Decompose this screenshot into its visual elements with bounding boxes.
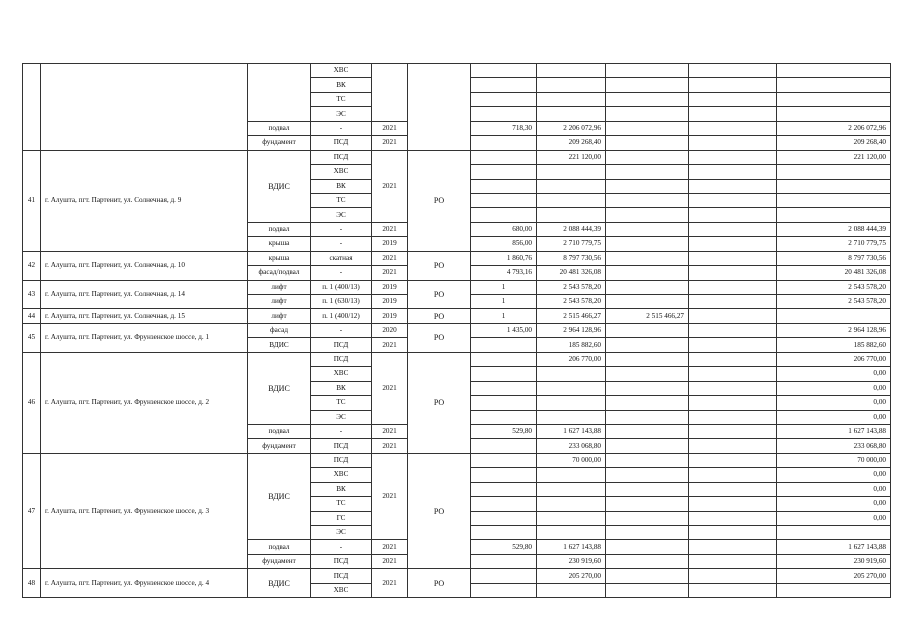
system-cell: ТС: [311, 193, 372, 207]
address-cell: г. Алушта, пгт. Партенит, ул. Фрунзенское шоссе, д. 2: [41, 352, 248, 453]
row-number-cell: 44: [23, 309, 41, 323]
year-cell: 2020: [372, 323, 408, 337]
cost-cell: 2 543 578,20: [537, 295, 606, 309]
year-cell: 2021: [372, 424, 408, 438]
system-cell: ВК: [311, 381, 372, 395]
system-cell: -: [311, 424, 372, 438]
total-cell: 0,00: [777, 468, 891, 482]
system-cell: ВК: [311, 78, 372, 92]
cost-cell: 8 797 730,56: [537, 251, 606, 265]
area-cell: 529,80: [471, 540, 537, 554]
row-number-cell: [23, 64, 41, 151]
row-number-cell: 45: [23, 323, 41, 352]
total-cell: 206 770,00: [777, 352, 891, 366]
table-row: [23, 323, 891, 337]
table-row: [23, 64, 891, 78]
total-cell: 230 919,60: [777, 554, 891, 568]
cost-cell: 206 770,00: [537, 352, 606, 366]
cost-cell: 1 627 143,88: [537, 424, 606, 438]
area-cell: 680,00: [471, 222, 537, 236]
total-cell: 0,00: [777, 482, 891, 496]
year-cell: 2021: [372, 439, 408, 453]
row-number-cell: 46: [23, 352, 41, 453]
work-type-cell: ВДИС: [248, 569, 311, 598]
year-cell: 2019: [372, 309, 408, 323]
cost-cell: 2 206 072,96: [537, 121, 606, 135]
total-cell: 2 206 072,96: [777, 121, 891, 135]
total-cell: 233 068,80: [777, 439, 891, 453]
col8-cell: [606, 64, 689, 78]
system-cell: ТС: [311, 497, 372, 511]
cost-cell: 230 919,60: [537, 554, 606, 568]
total-cell: 2 543 578,20: [777, 295, 891, 309]
year-cell: 2021: [372, 338, 408, 352]
total-cell: 8 797 730,56: [777, 251, 891, 265]
work-type-cell: фасад/подвал: [248, 266, 311, 280]
year-cell: 2021: [372, 540, 408, 554]
system-cell: -: [311, 323, 372, 337]
work-type-cell: ВДИС: [248, 453, 311, 540]
table-row: [23, 150, 891, 164]
system-cell: ЭС: [311, 208, 372, 222]
total-cell: 70 000,00: [777, 453, 891, 467]
cost-cell: 2 515 466,27: [537, 309, 606, 323]
cost-cell: 2 710 779,75: [537, 237, 606, 251]
total-cell: 2 543 578,20: [777, 280, 891, 294]
source-cell: РО: [408, 323, 471, 352]
work-type-cell: подвал: [248, 121, 311, 135]
work-type-cell: лифт: [248, 280, 311, 294]
system-cell: п. 1 (400/12): [311, 309, 372, 323]
table-row: [23, 280, 891, 294]
area-cell: 1: [471, 280, 537, 294]
system-cell: ПСД: [311, 554, 372, 568]
area-cell: 1 860,76: [471, 251, 537, 265]
area-cell: 856,00: [471, 237, 537, 251]
system-cell: ТС: [311, 396, 372, 410]
area-cell: 4 793,16: [471, 266, 537, 280]
year-cell: 2021: [372, 121, 408, 135]
address-cell: г. Алушта, пгт. Партенит, ул. Солнечная, д. 10: [41, 251, 248, 280]
work-type-cell: фундамент: [248, 439, 311, 453]
cost-cell: 209 268,40: [537, 136, 606, 150]
cost-cell: 2 964 128,96: [537, 323, 606, 337]
col9-cell: [689, 64, 777, 78]
source-cell: [408, 64, 471, 151]
cost-cell: 185 882,60: [537, 338, 606, 352]
address-cell: г. Алушта, пгт. Партенит, ул. Фрунзенское шоссе, д. 4: [41, 569, 248, 598]
year-cell: 2021: [372, 266, 408, 280]
area-cell: 718,30: [471, 121, 537, 135]
system-cell: ПСД: [311, 136, 372, 150]
address-cell: г. Алушта, пгт. Партенит, ул. Солнечная, д. 9: [41, 150, 248, 251]
cost-cell: 2 543 578,20: [537, 280, 606, 294]
year-cell: 2019: [372, 295, 408, 309]
area-cell: 529,80: [471, 424, 537, 438]
total-cell: 2 964 128,96: [777, 323, 891, 337]
year-cell: 2021: [372, 554, 408, 568]
system-cell: ВК: [311, 482, 372, 496]
work-type-cell: ВДИС: [248, 352, 311, 424]
system-cell: ЭС: [311, 526, 372, 540]
system-cell: п. 1 (400/13): [311, 280, 372, 294]
table-row: [23, 309, 891, 323]
system-cell: ПСД: [311, 338, 372, 352]
address-cell: г. Алушта, пгт. Партенит, ул. Солнечная, д. 14: [41, 280, 248, 309]
total-cell: 0,00: [777, 497, 891, 511]
table-row: [23, 251, 891, 265]
total-cell: 0,00: [777, 511, 891, 525]
system-cell: ХВС: [311, 165, 372, 179]
work-type-cell: лифт: [248, 295, 311, 309]
total-cell: 205 270,00: [777, 569, 891, 583]
table-row: [23, 453, 891, 467]
address-cell: г. Алушта, пгт. Партенит, ул. Фрунзенское шоссе, д. 1: [41, 323, 248, 352]
year-cell: 2021: [372, 453, 408, 540]
area-cell: [471, 64, 537, 78]
source-cell: РО: [408, 352, 471, 453]
cost-cell: [537, 64, 606, 78]
work-type-cell: фасад: [248, 323, 311, 337]
col8-cell: 2 515 466,27: [606, 309, 689, 323]
year-cell: 2021: [372, 222, 408, 236]
total-cell: 209 268,40: [777, 136, 891, 150]
total-cell: 2 088 444,39: [777, 222, 891, 236]
system-cell: ГС: [311, 511, 372, 525]
system-cell: -: [311, 237, 372, 251]
area-cell: 1: [471, 295, 537, 309]
system-cell: -: [311, 540, 372, 554]
system-cell: -: [311, 222, 372, 236]
row-number-cell: 48: [23, 569, 41, 598]
system-cell: ЭС: [311, 107, 372, 121]
system-cell: -: [311, 266, 372, 280]
source-cell: РО: [408, 569, 471, 598]
year-cell: 2019: [372, 237, 408, 251]
year-cell: [372, 64, 408, 122]
cost-cell: 20 481 326,08: [537, 266, 606, 280]
cost-cell: 233 068,80: [537, 439, 606, 453]
system-cell: ПСД: [311, 569, 372, 583]
row-number-cell: 47: [23, 453, 41, 569]
year-cell: 2021: [372, 251, 408, 265]
work-type-cell: ВДИС: [248, 338, 311, 352]
year-cell: 2021: [372, 136, 408, 150]
system-cell: ПСД: [311, 453, 372, 467]
source-cell: РО: [408, 309, 471, 323]
row-number-cell: 42: [23, 251, 41, 280]
total-cell: 0,00: [777, 410, 891, 424]
area-cell: 1 435,00: [471, 323, 537, 337]
address-cell: г. Алушта, пгт. Партенит, ул. Солнечная, д. 15: [41, 309, 248, 323]
work-type-cell: ВДИС: [248, 150, 311, 222]
cost-cell: 2 088 444,39: [537, 222, 606, 236]
year-cell: 2021: [372, 352, 408, 424]
system-cell: ПСД: [311, 352, 372, 366]
work-type-cell: крыша: [248, 237, 311, 251]
system-cell: -: [311, 121, 372, 135]
total-cell: 0,00: [777, 381, 891, 395]
cost-cell: 221 120,00: [537, 150, 606, 164]
system-cell: ПСД: [311, 150, 372, 164]
work-type-cell: фундамент: [248, 554, 311, 568]
total-cell: 20 481 326,08: [777, 266, 891, 280]
address-cell: [41, 64, 248, 151]
total-cell: 0,00: [777, 367, 891, 381]
system-cell: ВК: [311, 179, 372, 193]
source-cell: РО: [408, 280, 471, 309]
work-type-cell: крыша: [248, 251, 311, 265]
total-cell: 2 710 779,75: [777, 237, 891, 251]
system-cell: ТС: [311, 92, 372, 106]
total-cell: [777, 64, 891, 78]
area-cell: 1: [471, 309, 537, 323]
work-type-cell: [248, 64, 311, 122]
system-cell: ХВС: [311, 468, 372, 482]
total-cell: 0,00: [777, 396, 891, 410]
system-cell: ПСД: [311, 439, 372, 453]
system-cell: п. 1 (630/13): [311, 295, 372, 309]
source-cell: РО: [408, 251, 471, 280]
year-cell: 2021: [372, 569, 408, 598]
row-number-cell: 43: [23, 280, 41, 309]
work-type-cell: подвал: [248, 424, 311, 438]
cost-cell: 205 270,00: [537, 569, 606, 583]
system-cell: ЭС: [311, 410, 372, 424]
table-row: [23, 569, 891, 583]
source-cell: РО: [408, 150, 471, 251]
work-type-cell: подвал: [248, 222, 311, 236]
capital-repair-table: [22, 63, 891, 598]
work-type-cell: подвал: [248, 540, 311, 554]
work-type-cell: лифт: [248, 309, 311, 323]
total-cell: 185 882,60: [777, 338, 891, 352]
system-cell: ХВС: [311, 64, 372, 78]
cost-cell: 1 627 143,88: [537, 540, 606, 554]
year-cell: 2021: [372, 150, 408, 222]
row-number-cell: 41: [23, 150, 41, 251]
source-cell: РО: [408, 453, 471, 569]
cost-cell: 70 000,00: [537, 453, 606, 467]
system-cell: ХВС: [311, 583, 372, 597]
table-row: [23, 352, 891, 366]
work-type-cell: фундамент: [248, 136, 311, 150]
total-cell: 1 627 143,88: [777, 540, 891, 554]
system-cell: ХВС: [311, 367, 372, 381]
year-cell: 2019: [372, 280, 408, 294]
system-cell: скатная: [311, 251, 372, 265]
total-cell: 221 120,00: [777, 150, 891, 164]
address-cell: г. Алушта, пгт. Партенит, ул. Фрунзенское шоссе, д. 3: [41, 453, 248, 569]
total-cell: 1 627 143,88: [777, 424, 891, 438]
